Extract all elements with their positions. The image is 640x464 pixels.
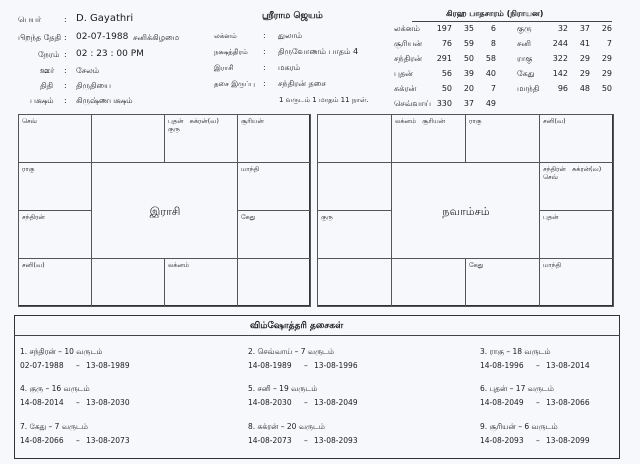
dasa-start-date: 14-08-2093 [480, 436, 524, 445]
rasi-label: இராசி [214, 64, 234, 72]
place-value: சேலம் [76, 66, 100, 75]
rasi-house-planets: லக்னம் [168, 261, 190, 269]
graha-name: மாந்தி [517, 84, 540, 93]
navamsa-house-cell [465, 114, 540, 163]
colon: : [263, 31, 266, 40]
graha-value: 50 [601, 84, 612, 93]
graha-value: 6 [490, 24, 496, 33]
navamsa-house-planets: கேது [469, 261, 484, 269]
graha-value: 76 [441, 39, 452, 48]
navamsa-house-planets: சனி(வ) [543, 117, 566, 125]
rasi-house-cell [164, 114, 238, 163]
dasa-end-date: 13-08-2014 [546, 361, 590, 370]
navamsa-house-planets: லக்னம் சூரியன் [395, 117, 446, 125]
navamsa-house-cell [465, 258, 540, 307]
dasa-date-separator: – [76, 398, 80, 407]
dasa-iruppu-value: சந்திரன் தசை [278, 79, 326, 88]
time-value: 02 : 23 : 00 PM [76, 49, 144, 59]
navamsa-house-planets: மாந்தி [543, 261, 562, 269]
colon: : [64, 33, 67, 42]
rasi-house-cell [18, 114, 92, 163]
navamsa-center-label: நவாம்சம் [442, 205, 490, 218]
navamsa-house-planets: சந்திரன் சுக்ரன்(வ) செவ் [543, 165, 602, 181]
dasa-date-separator: – [536, 436, 540, 445]
name-value: D. Gayathri [76, 13, 134, 24]
graha-name: சுக்ரன் [394, 84, 417, 93]
rasi-house-cell [18, 162, 92, 211]
dasa-start-date: 14-08-2073 [248, 436, 292, 445]
graha-value: 37 [579, 24, 590, 33]
graha-value: 7 [606, 39, 612, 48]
paksha-value: கிருஷ்ணபக்ஷம் [76, 96, 133, 105]
rasi-house-cell [91, 114, 165, 163]
rasi-center-label: இராசி [149, 205, 181, 218]
colon: : [263, 63, 266, 72]
dasa-start-date: 14-08-2030 [248, 398, 292, 407]
colon: : [64, 96, 67, 105]
graha-value: 20 [463, 84, 474, 93]
graha-value: 291 [436, 54, 452, 63]
dasa-period-name: 2. செவ்வாய் – 7 வருடம் [248, 347, 335, 356]
dasa-end-date: 13-08-2049 [314, 398, 358, 407]
navamsa-house-planets: குரு [321, 213, 333, 221]
rasi-house-cell [18, 258, 92, 307]
graha-name: லக்னம் [394, 24, 420, 33]
navamsa-house-cell [391, 258, 466, 307]
graha-value: 56 [441, 69, 452, 78]
graha-value: 58 [485, 54, 496, 63]
colon: : [64, 15, 67, 24]
dasa-end-date: 13-08-1989 [86, 361, 130, 370]
rasi-house-planets: புதன் சுக்ரன்(வ) குரு [168, 117, 219, 133]
graha-value: 37 [463, 99, 474, 108]
dasa-start-date: 02-07-1988 [20, 361, 64, 370]
nakshatra-value: திருவோணம் பாதம் 4 [278, 47, 359, 56]
dasa-start-date: 14-08-1996 [480, 361, 524, 370]
time-label: நேரம் [38, 50, 60, 59]
dasa-period-name: 7. கேது – 7 வருடம் [20, 422, 88, 431]
rasi-house-planets: மாந்தி [241, 165, 260, 173]
dasa-date-separator: – [304, 398, 308, 407]
navamsa-house-cell [317, 258, 392, 307]
tithi-label: திதி [40, 81, 54, 90]
dasa-start-date: 14-08-2066 [20, 436, 64, 445]
rasi-house-cell [237, 258, 311, 307]
dasa-date-separator: – [76, 361, 80, 370]
graha-value: 48 [579, 84, 590, 93]
graha-value: 41 [579, 39, 590, 48]
rasi-house-planets: சந்திரன் [22, 213, 45, 221]
weekday-value: சனிக்கிழமை [133, 33, 180, 42]
dasa-end-date: 13-08-2093 [314, 436, 358, 445]
dasa-start-date: 14-08-2049 [480, 398, 524, 407]
rasi-house-cell [164, 258, 238, 307]
graha-value: 40 [485, 69, 496, 78]
rasi-house-cell [237, 210, 311, 259]
nakshatra-label: நக்ஷத்திரம் [214, 48, 248, 56]
name-label: பெயர் [18, 15, 42, 24]
graha-value: 32 [557, 24, 568, 33]
colon: : [64, 50, 67, 59]
dasa-period-name: 9. சூரியன் – 6 வருடம் [480, 422, 558, 431]
rasi-value: மகரம் [278, 63, 301, 72]
dasa-period-name: 4. குரு – 16 வருடம் [20, 384, 90, 393]
graha-underline [412, 21, 612, 22]
colon: : [64, 81, 67, 90]
dasa-end-date: 13-08-2099 [546, 436, 590, 445]
navamsa-house-planets: புதன் [543, 213, 559, 221]
dasa-start-date: 14-08-2014 [20, 398, 64, 407]
dasa-date-separator: – [76, 436, 80, 445]
graha-name: சந்திரன் [394, 54, 423, 63]
rasi-house-cell [91, 258, 165, 307]
dasa-date-separator: – [536, 361, 540, 370]
navamsa-house-planets: ராகு [469, 117, 482, 125]
graha-value: 35 [463, 24, 474, 33]
navamsa-house-cell [539, 114, 614, 163]
dasa-end-date: 13-08-2073 [86, 436, 130, 445]
rasi-house-planets: செவ் [22, 117, 37, 125]
dasa-period-name: 8. சுக்ரன் – 20 வருடம் [248, 422, 325, 431]
graha-value: 50 [441, 84, 452, 93]
graha-value: 49 [485, 99, 496, 108]
dasa-title: விம்ஷோத்தரி தசைகள் [250, 321, 344, 331]
graha-value: 142 [552, 69, 568, 78]
tithi-value: திருதியை [76, 81, 111, 90]
dasa-period-name: 1. சந்திரன் – 10 வருடம் [20, 347, 103, 356]
graha-value: 39 [463, 69, 474, 78]
rasi-house-planets: சூரியன் [241, 117, 264, 125]
rasi-house-cell [237, 162, 311, 211]
colon: : [263, 47, 266, 56]
graha-value: 197 [436, 24, 452, 33]
graha-value: 29 [601, 69, 612, 78]
graha-value: 29 [579, 69, 590, 78]
colon: : [263, 79, 266, 88]
navamsa-house-cell [539, 258, 614, 307]
graha-value: 26 [601, 24, 612, 33]
header-title: ஸ்ரீராம ஜெயம் [262, 11, 323, 21]
place-label: ஊர் [40, 66, 55, 75]
dob-value: 02-07-1988 [76, 32, 129, 42]
graha-value: 330 [436, 99, 452, 108]
dasa-date-separator: – [536, 398, 540, 407]
graha-value: 7 [490, 84, 496, 93]
lagnam-label: லக்னம் [214, 32, 237, 40]
dasa-date-separator: – [304, 436, 308, 445]
dasa-end-date: 13-08-2030 [86, 398, 130, 407]
rasi-house-cell [18, 210, 92, 259]
navamsa-house-cell [317, 114, 392, 163]
graha-title: கிரஹ பாதசாரம் (நிராயன) [446, 9, 544, 18]
colon: : [64, 66, 67, 75]
graha-name: புதன் [394, 69, 413, 78]
dasa-title-divider [14, 335, 620, 336]
paksha-label: பக்ஷம் [30, 96, 54, 105]
graha-name: ராகு [517, 54, 533, 63]
dasa-date-separator: – [304, 361, 308, 370]
graha-value: 50 [463, 54, 474, 63]
dasa-start-date: 14-08-1989 [248, 361, 292, 370]
graha-value: 8 [490, 39, 496, 48]
navamsa-house-cell [539, 210, 614, 259]
dasa-period-name: 6. புதன் – 17 வருடம் [480, 384, 554, 393]
graha-value: 59 [463, 39, 474, 48]
graha-value: 244 [552, 39, 568, 48]
graha-value: 29 [601, 54, 612, 63]
rasi-house-cell [237, 114, 311, 163]
graha-value: 96 [557, 84, 568, 93]
graha-name: சனி [517, 39, 531, 48]
navamsa-house-cell [391, 114, 466, 163]
graha-value: 322 [552, 54, 568, 63]
lagnam-value: துலாம் [278, 31, 303, 40]
navamsa-house-cell [317, 210, 392, 259]
rasi-house-planets: ராகு [22, 165, 35, 173]
graha-name: சூரியன் [394, 39, 423, 48]
dasa-balance: 1 வருடம் 1 மாதம் 11 நாள். [279, 96, 369, 104]
dasa-period-name: 5. சனி – 19 வருடம் [248, 384, 318, 393]
dasa-end-date: 13-08-2066 [546, 398, 590, 407]
navamsa-house-cell [317, 162, 392, 211]
dob-label: பிறந்த தேதி [18, 33, 62, 42]
dasa-iruppu-label: தசை இருப்பு [214, 80, 255, 88]
rasi-house-planets: கேது [241, 213, 256, 221]
graha-name: குரு [517, 24, 532, 33]
graha-name: செவ்வாய் [394, 99, 432, 108]
dasa-period-name: 3. ராகு – 18 வருடம் [480, 347, 551, 356]
graha-name: கேது [517, 69, 535, 78]
navamsa-house-cell [539, 162, 614, 211]
graha-value: 29 [579, 54, 590, 63]
rasi-house-planets: சனி(வ) [22, 261, 45, 269]
dasa-end-date: 13-08-1996 [314, 361, 358, 370]
